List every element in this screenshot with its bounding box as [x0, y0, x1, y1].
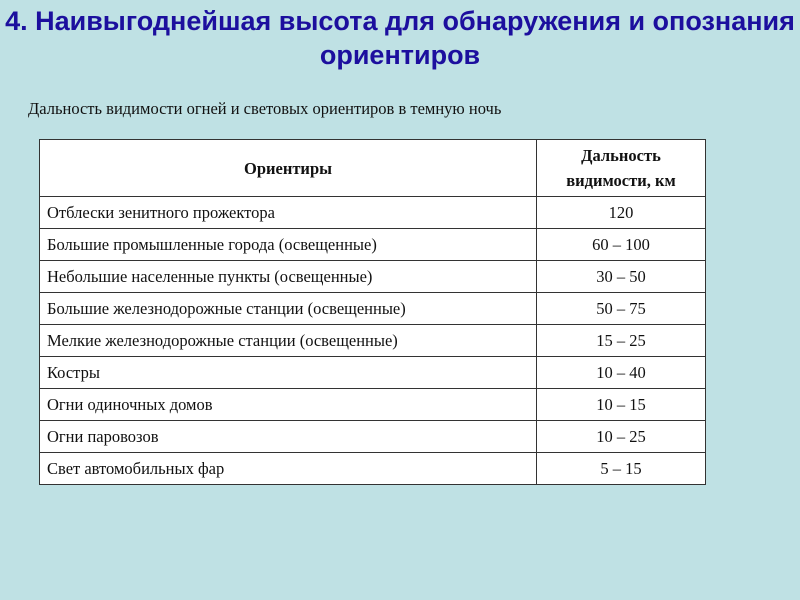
landmark-cell: Костры — [40, 357, 537, 389]
header-distance: Дальность видимости, км — [537, 140, 706, 197]
landmark-cell: Огни паровозов — [40, 421, 537, 453]
landmark-cell: Мелкие железнодорожные станции (освещенные) — [40, 325, 537, 357]
visibility-table — [39, 139, 706, 485]
table-row — [40, 421, 706, 453]
distance-cell: 5 – 15 — [537, 453, 706, 485]
distance-cell: 10 – 25 — [537, 421, 706, 453]
landmark-cell: Свет автомобильных фар — [40, 453, 537, 485]
table-row — [40, 389, 706, 421]
table-caption: Дальность видимости огней и световых ориентиров в темную ночь — [28, 99, 502, 118]
landmark-cell: Большие железнодорожные станции (освещенные) — [40, 293, 537, 325]
table-header-row — [40, 140, 706, 197]
table-row — [40, 229, 706, 261]
distance-cell: 30 – 50 — [537, 261, 706, 293]
distance-cell: 120 — [537, 197, 706, 229]
distance-cell: 10 – 40 — [537, 357, 706, 389]
table-row — [40, 197, 706, 229]
table-row — [40, 453, 706, 485]
landmark-cell: Небольшие населенные пункты (освещенные) — [40, 261, 537, 293]
table-row — [40, 293, 706, 325]
landmark-cell: Отблески зенитного прожектора — [40, 197, 537, 229]
landmark-cell: Огни одиночных домов — [40, 389, 537, 421]
page-title: 4. Наивыгоднейшая высота для обнаружения и опознания ориентиров — [5, 6, 795, 70]
table-row — [40, 357, 706, 389]
table-row — [40, 261, 706, 293]
distance-cell: 60 – 100 — [537, 229, 706, 261]
landmark-cell: Большие промышленные города (освещенные) — [40, 229, 537, 261]
distance-cell: 50 – 75 — [537, 293, 706, 325]
distance-cell: 10 – 15 — [537, 389, 706, 421]
table-row — [40, 325, 706, 357]
distance-cell: 15 – 25 — [537, 325, 706, 357]
header-landmarks: Ориентиры — [40, 140, 537, 197]
